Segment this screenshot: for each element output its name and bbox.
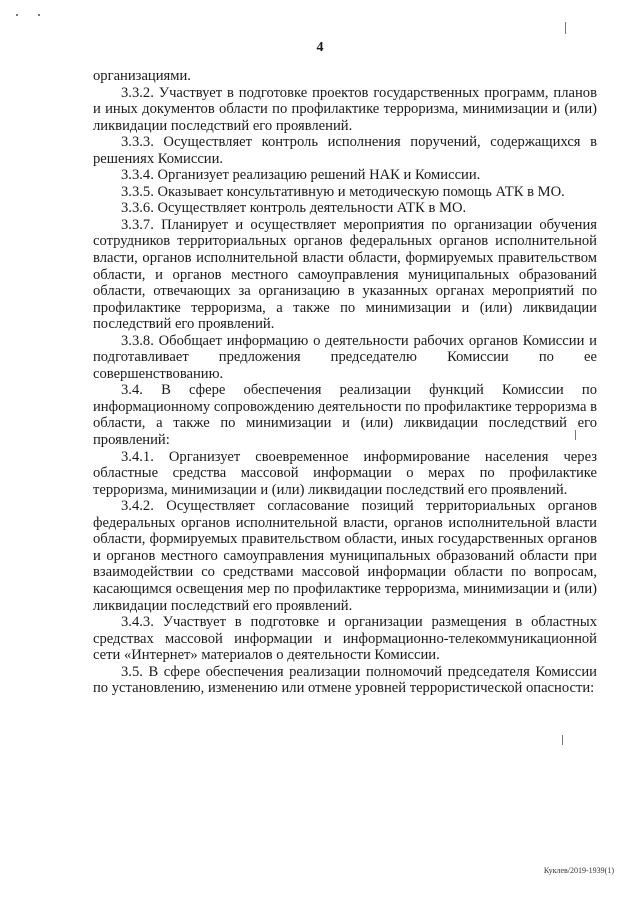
paragraph: организациями.	[93, 68, 191, 84]
scan-mark	[562, 735, 563, 745]
paragraph: 3.4.2. Осуществляет согласование позиций территориальных органов федеральных органов исполнительной власти, органов исполнительной власти области, формируемых правительством области, иных государственных органов и органов местного самоуправления муниципальных образований области при взаимодействии со средствами массовой информации области по вопросам, касающимся освещения мер по профилактике терроризма, минимизации и (или) ликвидации последствий его проявлений.	[93, 498, 597, 614]
paragraph: 3.3.3. Осуществляет контроль исполнения поручений, содержащихся в решениях Комиссии.	[93, 134, 597, 167]
paragraph: 3.4. В сфере обеспечения реализации функций Комиссии по информационному сопровождению деятельности по профилактике терроризма в области, а также по минимизации и (или) ликвидации последствий его проявлений:	[93, 382, 597, 449]
scan-dot	[38, 14, 40, 16]
page-number: 4	[316, 40, 324, 55]
paragraph: 3.3.5. Оказывает консультативную и методическую помощь АТК в МО.	[121, 183, 565, 200]
paragraph: 3.5. В сфере обеспечения реализации полномочий председателя Комиссии по установлению, изменению или отмене уровней террористической опасности:	[93, 663, 597, 697]
paragraph: 3.4.1. Организует своевременное информирование населения через областные средства массовой информации о мерах по профилактике терроризма, минимизации и (или) ликвидации последствий его проявлений.	[93, 448, 597, 498]
paragraph: 3.3.2. Участвует в подготовке проектов государственных программ, планов и иных документов области по профилактике терроризма, минимизации и (или) ликвидации последствий его проявлений.	[93, 84, 597, 134]
scan-dot	[16, 14, 18, 16]
paragraph: 3.3.4. Организует реализацию решений НАК и Комиссии.	[121, 167, 481, 184]
document-body	[93, 68, 597, 697]
paragraph: 3.3.6. Осуществляет контроль деятельности АТК в МО.	[121, 200, 467, 217]
paragraph: 3.3.7. Планирует и осуществляет мероприятия по организации обучения сотрудников территориальных органов федеральных органов исполнительной власти, органов исполнительной власти области, формируемых правительством области, и органов местного самоуправления муниципальных образований области, отвечающих за организацию в указанных органах мероприятий по профилактике терроризма, а также по минимизации и (или) ликвидации последствий его проявлений.	[93, 216, 597, 333]
paragraph: 3.3.8. Обобщает информацию о деятельности рабочих органов Комиссии и подготавливает предложения председателю Комиссии по ее совершенствованию.	[93, 332, 597, 382]
paragraph: 3.4.3. Участвует в подготовке и организации размещения в областных средствах массовой информации и информационно-телекоммуникационной сети «Интернет» материалов о деятельности Комиссии.	[93, 614, 597, 664]
document-code: Куклев/2019-1939(1)	[543, 866, 614, 875]
scan-mark	[565, 22, 566, 34]
